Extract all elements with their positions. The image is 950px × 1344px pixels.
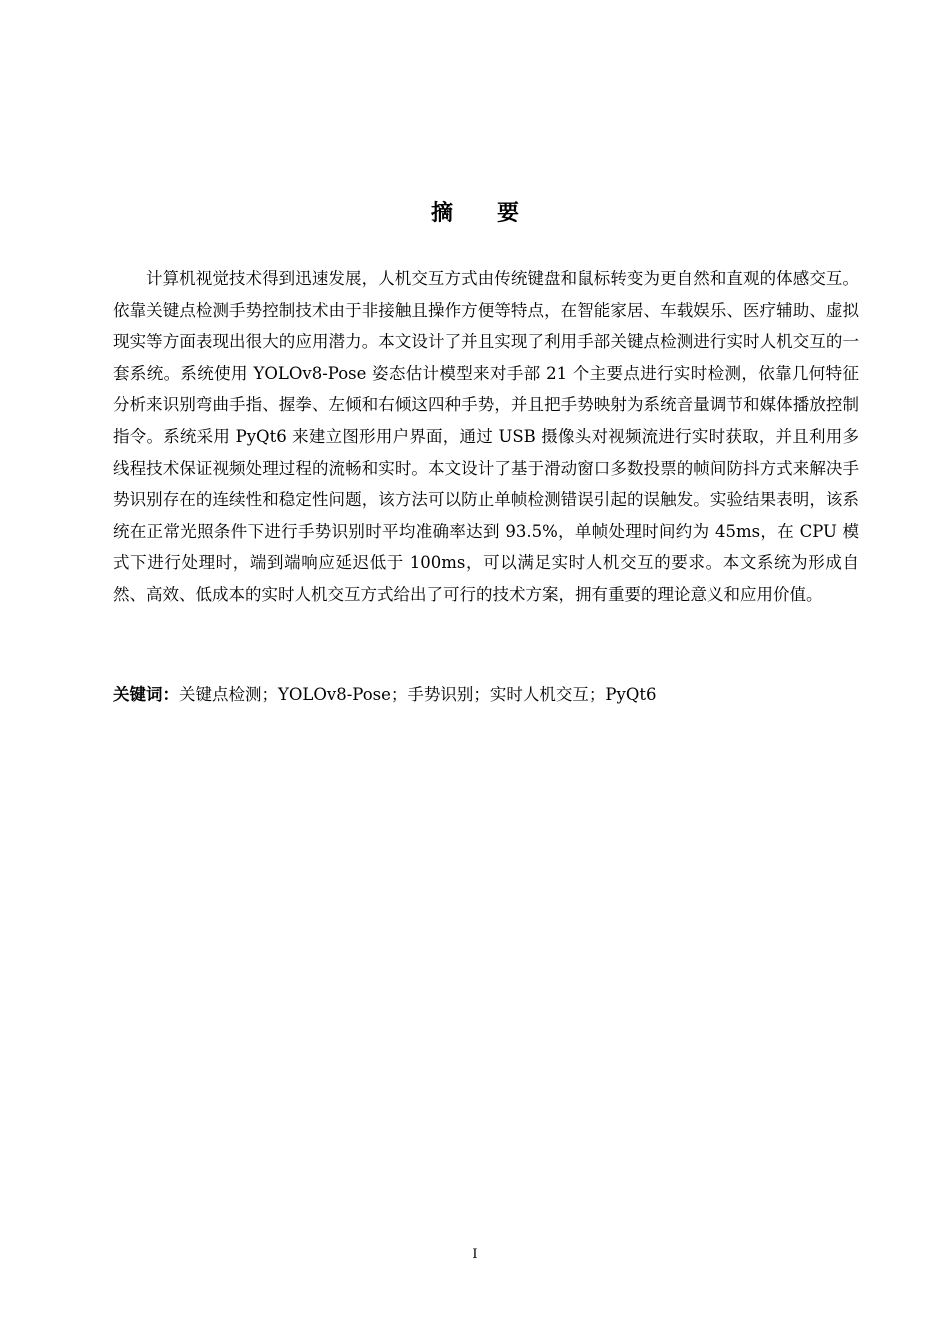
keywords-line: [113, 681, 859, 709]
keywords-text: 关键点检测；YOLOv8-Pose；手势识别；实时人机交互；PyQt6: [179, 685, 657, 704]
keywords-label: 关键词：: [113, 685, 179, 704]
abstract-title: 摘要: [430, 201, 563, 226]
page-number: I: [472, 1247, 478, 1262]
abstract-body: 计算机视觉技术得到迅速发展，人机交互方式由传统键盘和鼠标转变为更自然和直观的体感交互。依靠关键点检测手势控制技术由于非接触且操作方便等特点，在智能家居、车载娱乐、医疗辅助、虚拟现实等方面表现出很大的应用潜力。本文设计了并且实现了利用手部关键点检测进行实时人机交互的一套系统。系统使用 YOLOv8-Pose 姿态估计模型来对手部 21 个主要点进行实时检测，依靠几何特征分析来识别弯曲手指、握拳、左倾和右倾这四种手势，并且把手势映射为系统音量调节和媒体播放控制指令。系统采用 PyQt6 来建立图形用户界面，通过 USB 摄像头对视频流进行实时获取，并且利用多线程技术保证视频处理过程的流畅和实时。本文设计了基于滑动窗口多数投票的帧间防抖方式来解决手势识别存在的连续性和稳定性问题，该方法可以防止单帧检测错误引起的误触发。实验结果表明，该系统在正常光照条件下进行手势识别时平均准确率达到 93.5%，单帧处理时间约为 45ms，在 CPU 模式下进行处理时，端到端响应延迟低于 100ms，可以满足实时人机交互的要求。本文系统为形成自然、高效、低成本的实时人机交互方式给出了可行的技术方案，拥有重要的理论意义和应用价值。: [113, 269, 859, 604]
